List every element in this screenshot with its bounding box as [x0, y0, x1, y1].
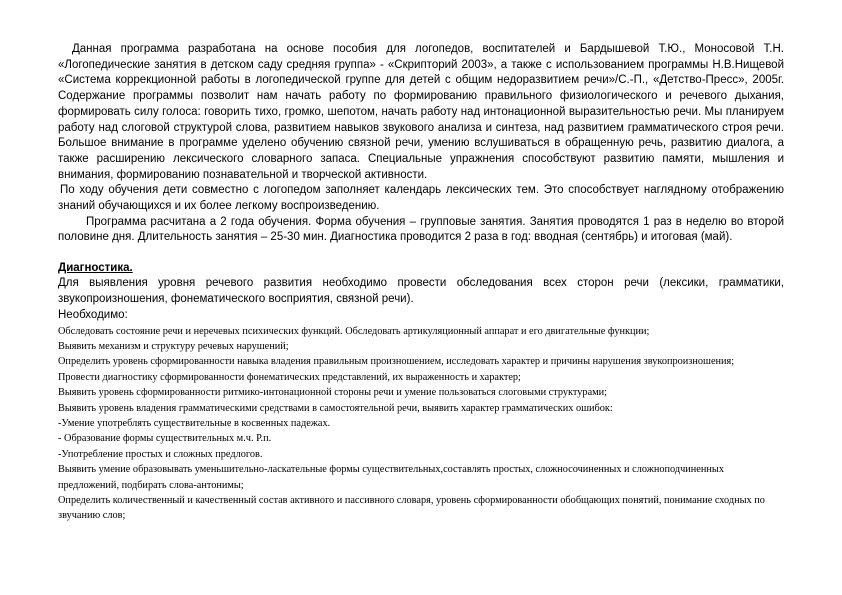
list-item: Выявить механизм и структуру речевых нарушений;	[58, 340, 289, 352]
list-item: -Употребление простых и сложных предлогов.	[58, 448, 263, 460]
list-item: Выявить уровень сформированности ритмико-интонационной стороны речи и умение пользоваться слоговыми структурами;	[58, 387, 608, 399]
intro-paragraph: Данная программа разработана на основе пособия для логопедов, воспитателей и Бардышевой Т.Ю., Моносовой Т.Н. «Логопедические занятия в детском саду средняя группа» - «Скрипторий 2003», а также с использованием программы Н.В.Нищевой «Система коррекционной работы в логопедической группе для детей с общим недоразвитием речи»/С.-П., «Детство-Пресс», 2005г. Содержание программы позволит нам начать работу по формированию правильного физиологического и речевого дыхания, формировать силу голоса: говорить тихо, громко, шепотом, начать работу над интонационной выразительностью речи. Мы планируем работу над слоговой структурой слова, развитием навыков звукового анализа и синтеза, над развитием грамматического строя речи. Большое внимание в программе уделено обучению связной речи, умению вслушиваться в обращенную речь, развитию диалога, а также расширению лексического словарного запаса. Специальные упражнения способствуют развитию памяти, мышления и внимания, формированию познавательной и творческой активности.	[58, 43, 784, 181]
schedule-paragraph: Программа расчитана а 2 года обучения. Форма обучения – групповые занятия. Занятия проводятся 1 раз в неделю во второй половине дня. Длительность занятия – 25-30 мин. Диагностика проводится 2 раза в год: вводная (сентябрь) и итоговая (май).	[58, 215, 784, 244]
list-item: - Образование формы существительных м.ч. Р.п.	[58, 433, 272, 445]
list-item: Определить количественный и качественный состав активного и пассивного словаря, уровень сформированности обобщающих понятий, понимание сходных по звучанию слов;	[58, 495, 765, 522]
calendar-paragraph	[58, 183, 784, 214]
diagnostics-intro: Для выявления уровня речевого развития необходимо провести обследования всех сторон речи (лексики, грамматики, звукопроизношения, фонематического восприятия, связной речи).	[58, 277, 784, 305]
needed-label: Необходимо:	[58, 308, 128, 321]
list-item: -Умение употреблять существительные в косвенных падежах.	[58, 417, 331, 429]
task-list	[58, 324, 784, 524]
list-item: Обследовать состояние речи и неречевых психических функций. Обследовать артикуляционный аппарат и его двигательные функции;	[58, 325, 650, 337]
list-item: Определить уровень сформированности навыка владения правильным произношением, исследовать характер и причины нарушения звукопроизношения;	[58, 356, 735, 368]
diagnostics-heading: Диагностика.	[58, 262, 133, 275]
list-item: Выявить умение образовывать уменьшительно-ласкательные формы существительных,составлять простых, сложносочиненных и сложноподчиненных предложений, подбирать слова-антонимы;	[58, 464, 724, 491]
document-page	[58, 42, 784, 524]
list-item: Провести диагностику сформированности фонематических представлений, их выраженность и характер;	[58, 371, 521, 383]
calendar-paragraph-text: По ходу обучения дети совместно с логопедом заполняет календарь лексических тем. Это способствует наглядному отображению знаний обучающихся и их более легкому воспроизведению.	[58, 184, 784, 213]
list-item: Выявить уровень владения грамматическими средствами в самостоятельной речи, выявить характер грамматических ошибок:	[58, 402, 613, 414]
